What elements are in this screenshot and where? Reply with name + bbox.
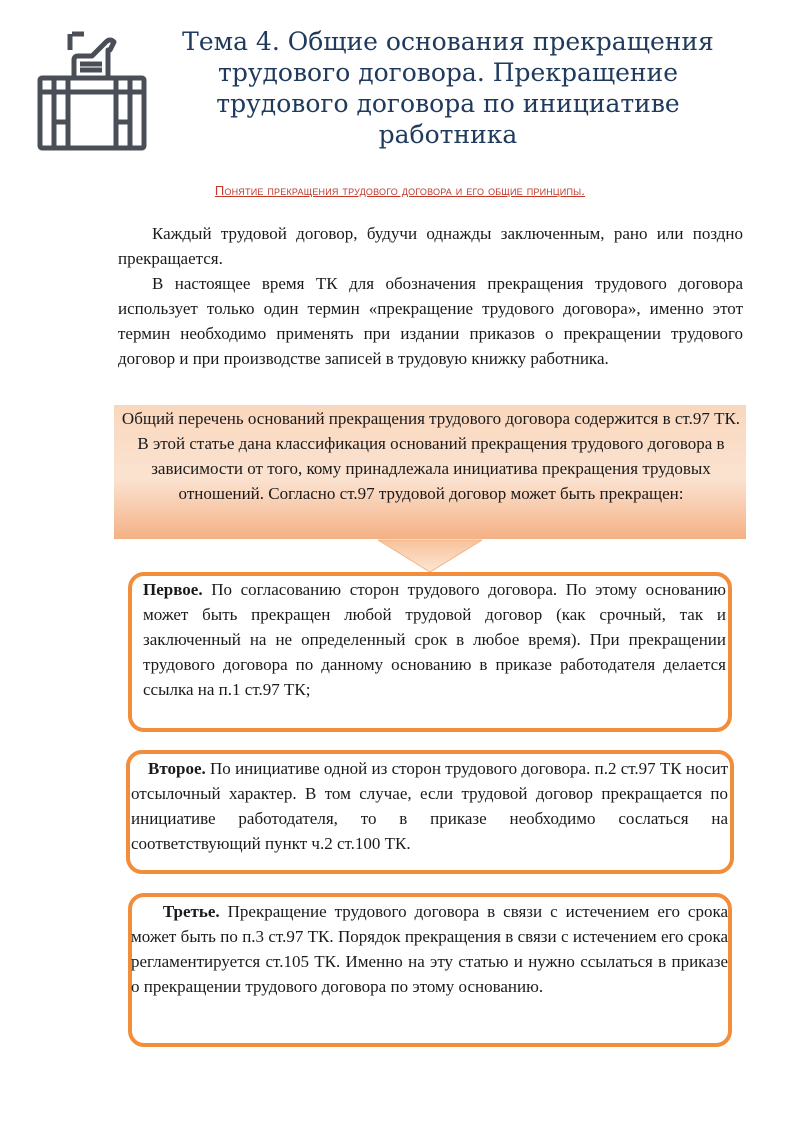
ground-body: По согласованию сторон трудового договора. По этому основанию может быть прекращен любой трудовой договор (как срочный, так и заключенный на не определенный срок в любое время). При прекращении трудового договора по данному основанию в приказе работодателя делается ссылка на п.1 ст.97 ТК; <box>143 580 726 699</box>
ground-text-third <box>131 899 728 999</box>
page-title: Тема 4. Общие основания прекращения трудового договора. Прекращение трудового договора по инициативе работника <box>182 27 714 149</box>
section-heading: Понятие прекращения трудового договора и его общие принципы. <box>214 183 586 198</box>
intro-paragraph: В настоящее время ТК для обозначения прекращения трудового договора использует только один термин «прекращение трудового договора», именно этот термин необходимо применять при издании приказов о прекращении трудового договор и при производстве записей в трудовую книжку работника. <box>118 274 743 368</box>
ground-lead: Третье. <box>162 902 220 921</box>
ground-text-second <box>131 756 728 856</box>
ground-lead: Первое. <box>143 580 203 599</box>
ground-body: Прекращение трудового договора в связи с истечением его срока может быть по п.3 ст.97 ТК. Порядок прекращения в связи с истечением его срока регламентируется ст.105 ТК. Именно на эту статью и нужно ссылаться в приказе о прекращении трудового договора по этому основанию. <box>131 902 729 996</box>
intro-text <box>118 221 743 371</box>
summary-banner-text: Общий перечень оснований прекращения трудового договора содержится в ст.97 ТК. В этой статье дана классификация оснований прекращения трудового договора в зависимости от того, кому принадлежала инициатива прекращения трудовых отношений. Согласно ст.97 трудовой договор может быть прекращен: <box>121 409 741 503</box>
down-arrow-icon <box>378 538 482 574</box>
intro-paragraph: Каждый трудовой договор, будучи однажды заключенным, рано или поздно прекращается. <box>118 224 743 268</box>
briefcase-hand-icon <box>36 30 148 152</box>
ground-lead: Второе. <box>148 759 206 778</box>
ground-body: По инициативе одной из сторон трудового договора. п.2 ст.97 ТК носит отсылочный характер. В том случае, если трудовой договор прекращается по инициативе работодателя, то в приказе необходимо сослаться на соответствующий пункт ч.2 ст.100 ТК. <box>131 759 728 853</box>
ground-text-first <box>143 577 726 702</box>
